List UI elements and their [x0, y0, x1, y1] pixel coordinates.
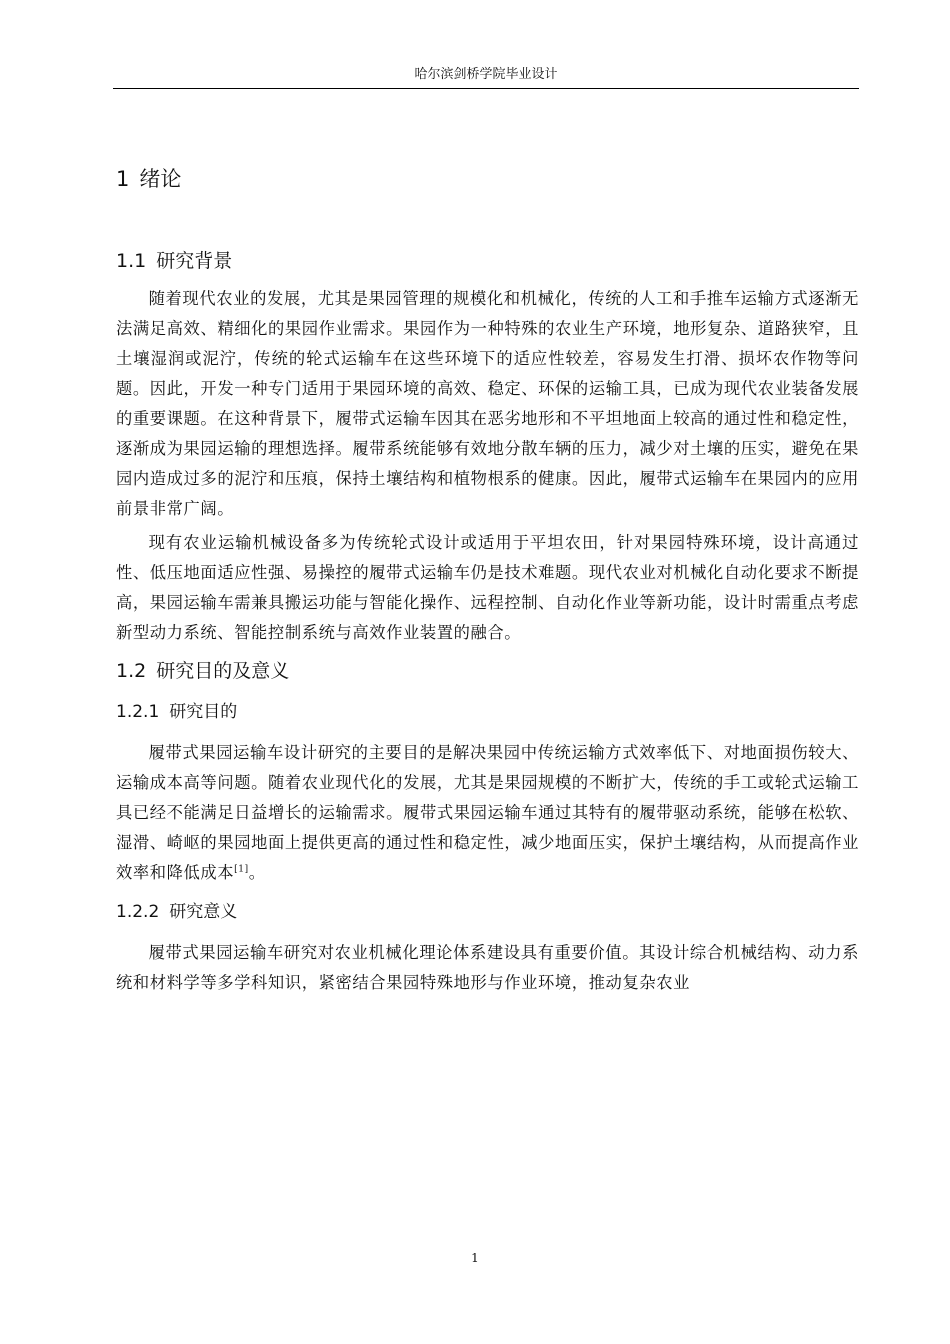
section-1-2-2-title: 研究意义 [169, 902, 238, 922]
section-1-1-title: 研究背景 [156, 250, 233, 272]
page-body [116, 150, 859, 998]
page-header: 哈尔滨剑桥学院毕业设计 [414, 67, 558, 82]
section-1-2-1-title: 研究目的 [169, 702, 238, 722]
chapter-number: 1 [116, 167, 130, 191]
header-rule [113, 88, 859, 89]
significance-paragraph: 履带式果园运输车研究对农业机械化理论体系建设具有重要价值。其设计综合机械结构、动力系统和材料学等多学科知识，紧密结合果园特殊地形与作业环境，推动复杂农业 [116, 943, 859, 992]
section-1-2-heading [116, 658, 859, 684]
section-1-2-1-heading [116, 700, 859, 724]
section-1-2-title: 研究目的及意义 [156, 660, 290, 682]
section-1-1-number: 1.1 [116, 250, 147, 272]
section-1-2-2-number: 1.2.2 [116, 902, 160, 922]
chapter-heading [116, 164, 859, 194]
background-paragraph-1: 随着现代农业的发展，尤其是果园管理的规模化和机械化，传统的人工和手推车运输方式逐渐无法满足高效、精细化的果园作业需求。果园作为一种特殊的农业生产环境，地形复杂、道路狭窄，且土壤湿润或泥泞，传统的轮式运输车在这些环境下的适应性较差，容易发生打滑、损坏农作物等问题。因此，开发一种专门适用于果园环境的高效、稳定、环保的运输工具，已成为现代农业装备发展的重要课题。在这种背景下，履带式运输车因其在恶劣地形和不平坦地面上较高的通过性和稳定性，逐渐成为果园运输的理想选择。履带系统能够有效地分散车辆的压力，减少对土壤的压实，避免在果园内造成过多的泥泞和压痕，保持土壤结构和植物根系的健康。因此，履带式运输车在果园内的应用前景非常广阔。 [116, 289, 859, 518]
purpose-paragraph [116, 738, 859, 888]
purpose-text: 履带式果园运输车设计研究的主要目的是解决果园中传统运输方式效率低下、对地面损伤较大、运输成本高等问题。随着农业现代化的发展，尤其是果园规模的不断扩大，传统的手工或轮式运输工具已经不能满足日益增长的运输需求。履带式果园运输车通过其特有的履带驱动系统，能够在松软、湿滑、崎岖的果园地面上提供更高的通过性和稳定性，减少地面压实，保护土壤结构，从而提高作业效率和降低成本 [116, 743, 859, 882]
chapter-title: 绪论 [139, 167, 182, 191]
section-1-2-1-number: 1.2.1 [116, 702, 160, 722]
section-1-1-heading [116, 248, 859, 274]
citation-ref: [1] [234, 864, 249, 875]
purpose-ending: 。 [248, 863, 266, 882]
section-1-2-2-heading [116, 900, 859, 924]
page-number: 1 [471, 1251, 479, 1265]
section-1-2-number: 1.2 [116, 660, 147, 682]
background-paragraph-2: 现有农业运输机械设备多为传统轮式设计或适用于平坦农田，针对果园特殊环境，设计高通过性、低压地面适应性强、易操控的履带式运输车仍是技术难题。现代农业对机械化自动化要求不断提高，果园运输车需兼具搬运功能与智能化操作、远程控制、自动化作业等新功能，设计时需重点考虑新型动力系统、智能控制系统与高效作业装置的融合。 [116, 533, 859, 642]
